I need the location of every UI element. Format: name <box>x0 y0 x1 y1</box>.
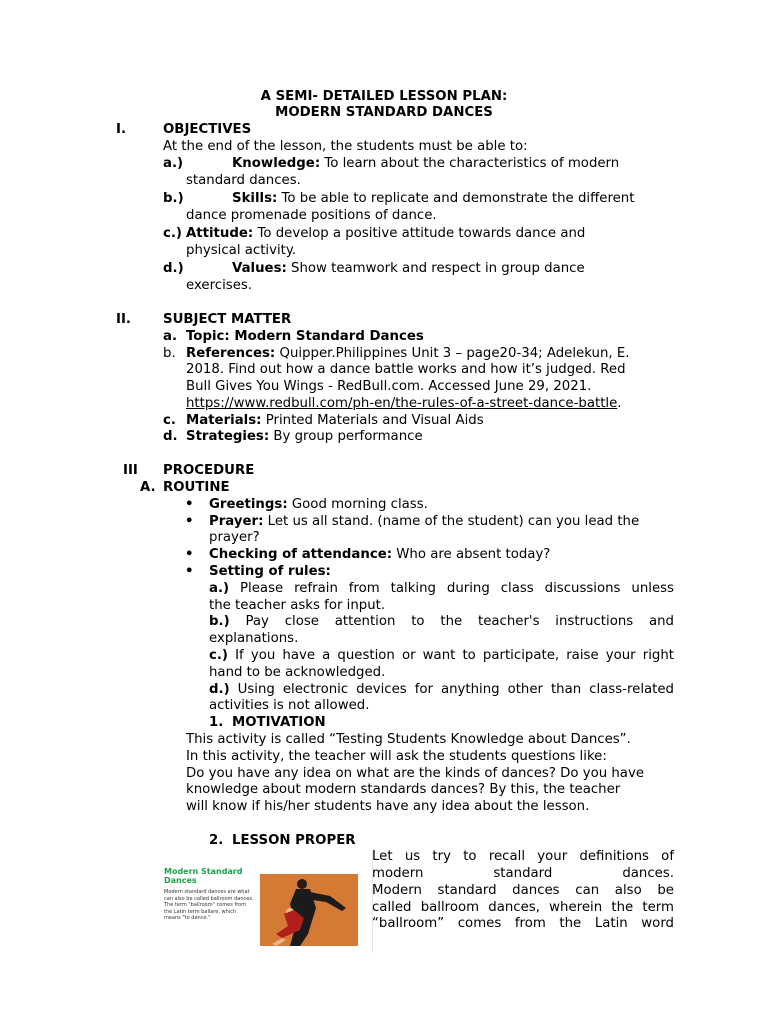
objective-attitude: Attitude: To develop a positive attitude towards dance and <box>186 226 586 241</box>
motivation-text: will know if his/her students have any idea about the lesson. <box>186 799 590 814</box>
lesson-plan-title: A SEMI- DETAILED LESSON PLAN: <box>260 89 508 104</box>
modern-dance-figure <box>148 849 373 953</box>
objective-values-cont: exercises. <box>186 278 253 293</box>
rule-item-cont: hand to be acknowledged. <box>209 665 386 680</box>
routine-heading: ROUTINE <box>163 480 230 495</box>
objective-letter: a.) <box>163 156 184 171</box>
bullet-icon: • <box>185 564 194 579</box>
routine-letter: A. <box>140 480 156 495</box>
reference-link-row: https://www.redbull.com/ph-en/the-rules-of-a-street-dance-battle. <box>186 396 622 411</box>
section-heading-procedure: PROCEDURE <box>163 463 255 478</box>
subject-references-cont: 2018. Find out how a dance battle works and how it’s judged. Red <box>186 362 626 377</box>
subject-letter: a. <box>163 329 178 344</box>
dancing-couple-photo <box>260 874 358 946</box>
section-number-objectives: I. <box>116 122 126 137</box>
subject-letter: c. <box>163 413 176 428</box>
rule-item: a.) Please refrain from talking during class discussions unless <box>209 581 674 596</box>
reference-link[interactable]: https://www.redbull.com/ph-en/the-rules-of-a-street-dance-battle <box>186 396 618 411</box>
objective-attitude-cont: physical activity. <box>186 243 297 258</box>
rule-item-cont: activities is not allowed. <box>209 698 370 713</box>
figure-heading: Modern Standard Dances <box>164 867 243 885</box>
motivation-heading: MOTIVATION <box>232 715 326 730</box>
routine-rules-label: Setting of rules: <box>209 564 331 579</box>
rule-item-cont: the teacher asks for input. <box>209 598 386 613</box>
lesson-text: “ballroom” comes from the Latin word <box>372 916 674 931</box>
bullet-icon: • <box>185 547 194 562</box>
section-heading-subject: SUBJECT MATTER <box>163 312 292 327</box>
objectives-intro: At the end of the lesson, the students must be able to: <box>163 139 528 154</box>
subject-topic: Topic: Modern Standard Dances <box>186 329 424 344</box>
rule-item: c.) If you have a question or want to participate, raise your right <box>209 648 674 663</box>
objective-letter: c.) <box>163 226 183 241</box>
motivation-text: This activity is called “Testing Students Knowledge about Dances”. <box>186 732 631 747</box>
bullet-icon: • <box>185 497 194 512</box>
subject-references-cont: Bull Gives You Wings - RedBull.com. Accessed June 29, 2021. <box>186 379 592 394</box>
lesson-text: Modern standard dances can also be <box>372 883 674 898</box>
motivation-text: In this activity, the teacher will ask the students questions like: <box>186 749 607 764</box>
bullet-icon: • <box>185 514 194 529</box>
routine-prayer: Prayer: Let us all stand. (name of the student) can you lead the <box>209 514 640 529</box>
objective-values: Values: Show teamwork and respect in group dance <box>232 261 585 276</box>
subject-letter: d. <box>163 429 178 444</box>
rule-item: d.) Using electronic devices for anything other than class-related <box>209 682 674 697</box>
objective-knowledge: Knowledge: To learn about the characteristics of modern <box>232 156 620 171</box>
objective-skills-cont: dance promenade positions of dance. <box>186 208 437 223</box>
lesson-text: called ballroom dances, wherein the term <box>372 900 674 915</box>
motivation-number: 1. <box>209 715 224 730</box>
lesson-text: Let us try to recall your definitions of <box>372 849 674 864</box>
motivation-text: knowledge about modern standards dances? By this, the teacher <box>186 782 621 797</box>
routine-greetings: Greetings: Good morning class. <box>209 497 428 512</box>
motivation-text: Do you have any idea on what are the kinds of dances? Do you have <box>186 766 644 781</box>
objective-skills: Skills: To be able to replicate and demonstrate the different <box>232 191 635 206</box>
objective-letter: d.) <box>163 261 184 276</box>
rule-item-cont: explanations. <box>209 631 299 646</box>
lesson-heading: LESSON PROPER <box>232 833 356 848</box>
rule-item: b.) Pay close attention to the teacher's instructions and <box>209 614 674 629</box>
objective-knowledge-cont: standard dances. <box>186 173 301 188</box>
subject-letter: b. <box>163 346 176 361</box>
figure-text: Modern standard dances are what can also be called ballroom dances. The term "ballroom" comes from the Latin term ballare, which means "to dance." <box>164 889 254 921</box>
routine-prayer-cont: prayer? <box>209 530 260 545</box>
subject-materials: Materials: Printed Materials and Visual Aids <box>186 413 484 428</box>
objective-letter: b.) <box>163 191 184 206</box>
subject-strategies: Strategies: By group performance <box>186 429 423 444</box>
lesson-text: modern standard dances. <box>372 866 674 881</box>
section-number-procedure: III <box>123 463 138 478</box>
section-number-subject: II. <box>116 312 131 327</box>
routine-attendance: Checking of attendance: Who are absent today? <box>209 547 551 562</box>
section-heading-objectives: OBJECTIVES <box>163 122 252 137</box>
lesson-number: 2. <box>209 833 224 848</box>
lesson-plan-subtitle: MODERN STANDARD DANCES <box>275 105 493 120</box>
subject-references: References: Quipper.Philippines Unit 3 – page20-34; Adelekun, E. <box>186 346 630 361</box>
